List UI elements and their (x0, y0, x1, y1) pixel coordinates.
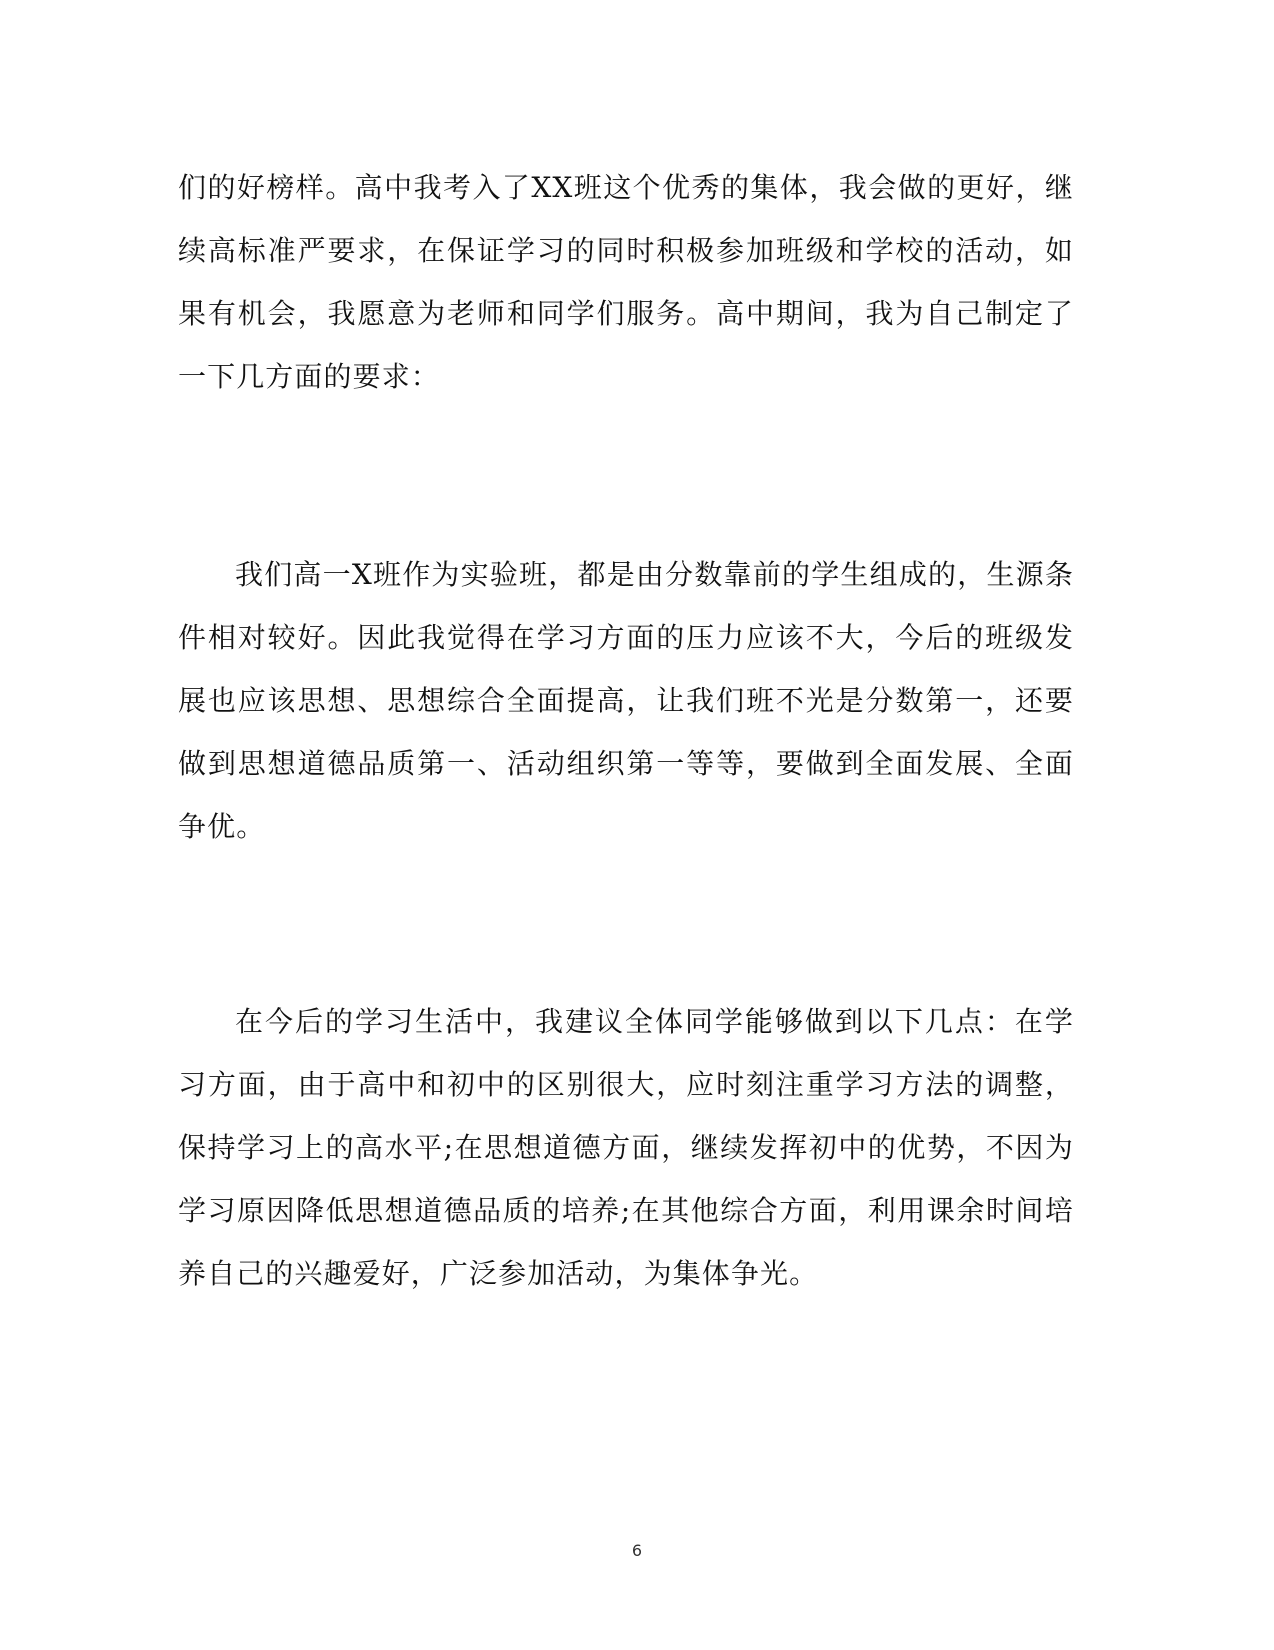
page-number: 6 (631, 1541, 643, 1560)
paragraph-suggestions: 在今后的学习生活中，我建议全体同学能够做到以下几点：在学习方面，由于高中和初中的区别很大，应时刻注重学习方法的调整，保持学习上的高水平;在思想道德方面，继续发挥初中的优势，不因为学习原因降低思想道德品质的培养;在其他综合方面，利用课余时间培养自己的兴趣爱好，广泛参加活动，为集体争光。 (178, 1005, 1074, 1290)
paragraph-class-goals: 我们高一X班作为实验班，都是由分数靠前的学生组成的，生源条件相对较好。因此我觉得在学习方面的压力应该不大，今后的班级发展也应该思想、思想综合全面提高，让我们班不光是分数第一，还要做到思想道德品质第一、活动组织第一等等，要做到全面发展、全面争优。 (178, 558, 1074, 843)
paragraph-continuation: 们的好榜样。高中我考入了XX班这个优秀的集体，我会做的更好，继续高标准严要求，在保证学习的同时积极参加班级和学校的活动，如果有机会，我愿意为老师和同学们服务。高中期间，我为自己制定了一下几方面的要求： (178, 171, 1074, 393)
